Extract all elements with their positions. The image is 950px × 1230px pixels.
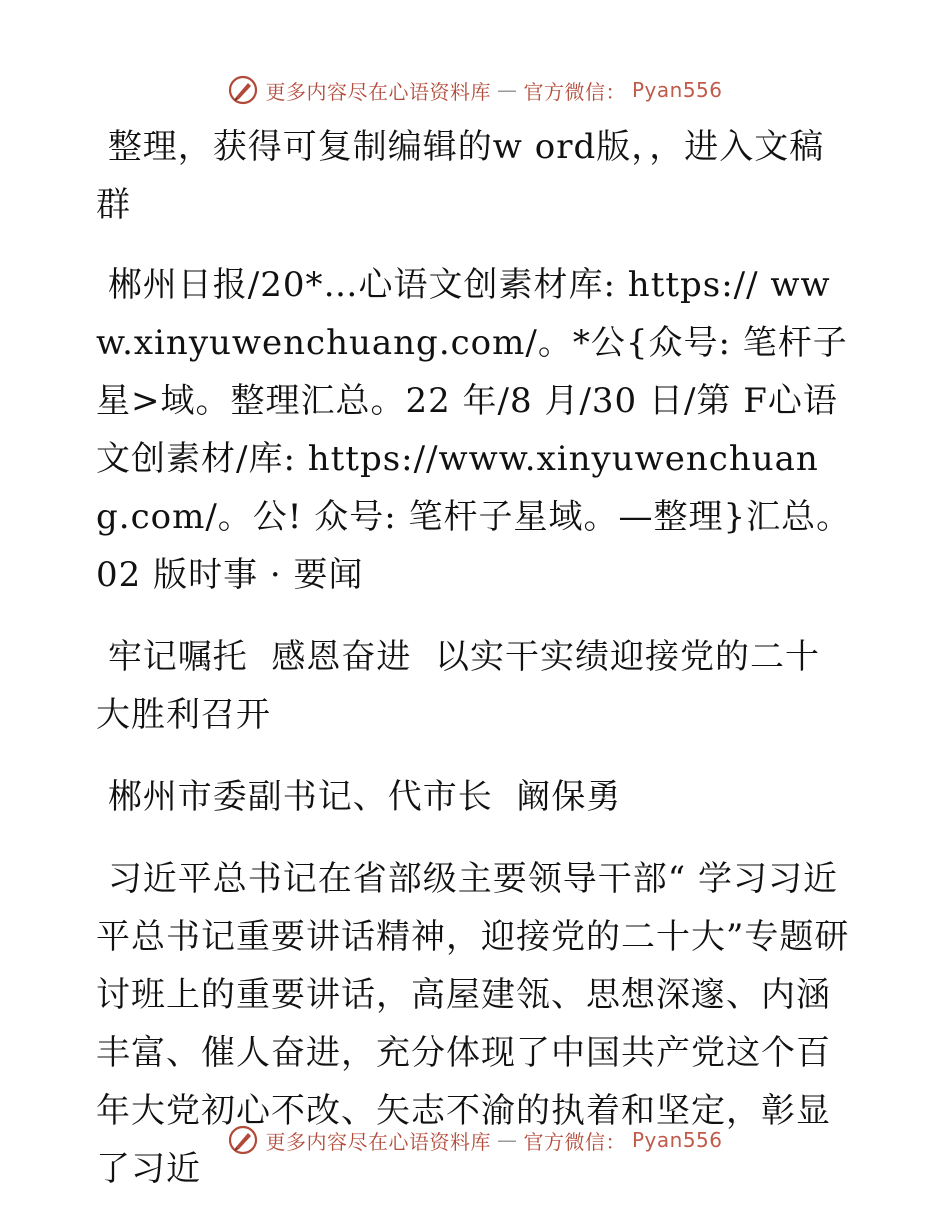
article-title: 牢记嘱托 感恩奋进 以实干实绩迎接党的二十大胜利召开 [96, 637, 821, 735]
article-body-paragraph: 习近平总书记在省部级主要领导干部“ 学习习近平总书记重要讲话精神，迎接党的二十大”专题研讨班上的重要讲话，高屋建瓴、思想深邃、内涵丰富、催人奋进，充分体现了中国共产党这个百年大党初心不改、矢志不渝的执着和坚定，彰显了习近 [96, 859, 850, 1189]
quill-pen-icon [227, 74, 259, 106]
watermark-content [227, 74, 722, 106]
footer-watermark-banner [0, 1120, 950, 1160]
watermark-separator: — [496, 1128, 518, 1152]
header-watermark-banner [0, 70, 950, 110]
watermark-wechat-id: Pyan556 [631, 1128, 723, 1152]
watermark-content [227, 1124, 722, 1156]
watermark-separator: — [496, 78, 518, 102]
watermark-wechat-id: Pyan556 [631, 78, 723, 102]
paragraph-intro: 整理，获得可复制编辑的w ord版，，进入文稿群 [96, 127, 825, 225]
document-body [96, 118, 852, 1222]
watermark-wechat-label: 官方微信： [523, 1129, 626, 1154]
quill-pen-icon [227, 1124, 259, 1156]
article-author: 郴州市委副书记、代市长 阚保勇 [96, 777, 622, 817]
watermark-site-text: 更多内容尽在心语资料库 [265, 1129, 491, 1154]
watermark-site-text: 更多内容尽在心语资料库 [265, 79, 491, 104]
watermark-wechat-label: 官方微信： [523, 79, 626, 104]
paragraph-source: 郴州日报/20*…心语文创素材库: https:// www.xinyuwenchuang.com/。*公{众号: 笔杆子星>域。整理汇总。22 年/8 月/30 日/第 F心语文创素材/库: https://www.xinyuwenchuang.com/。公! 众号: 笔杆子星域。—整理}汇总。02 版时事 · 要闻 [96, 265, 852, 595]
